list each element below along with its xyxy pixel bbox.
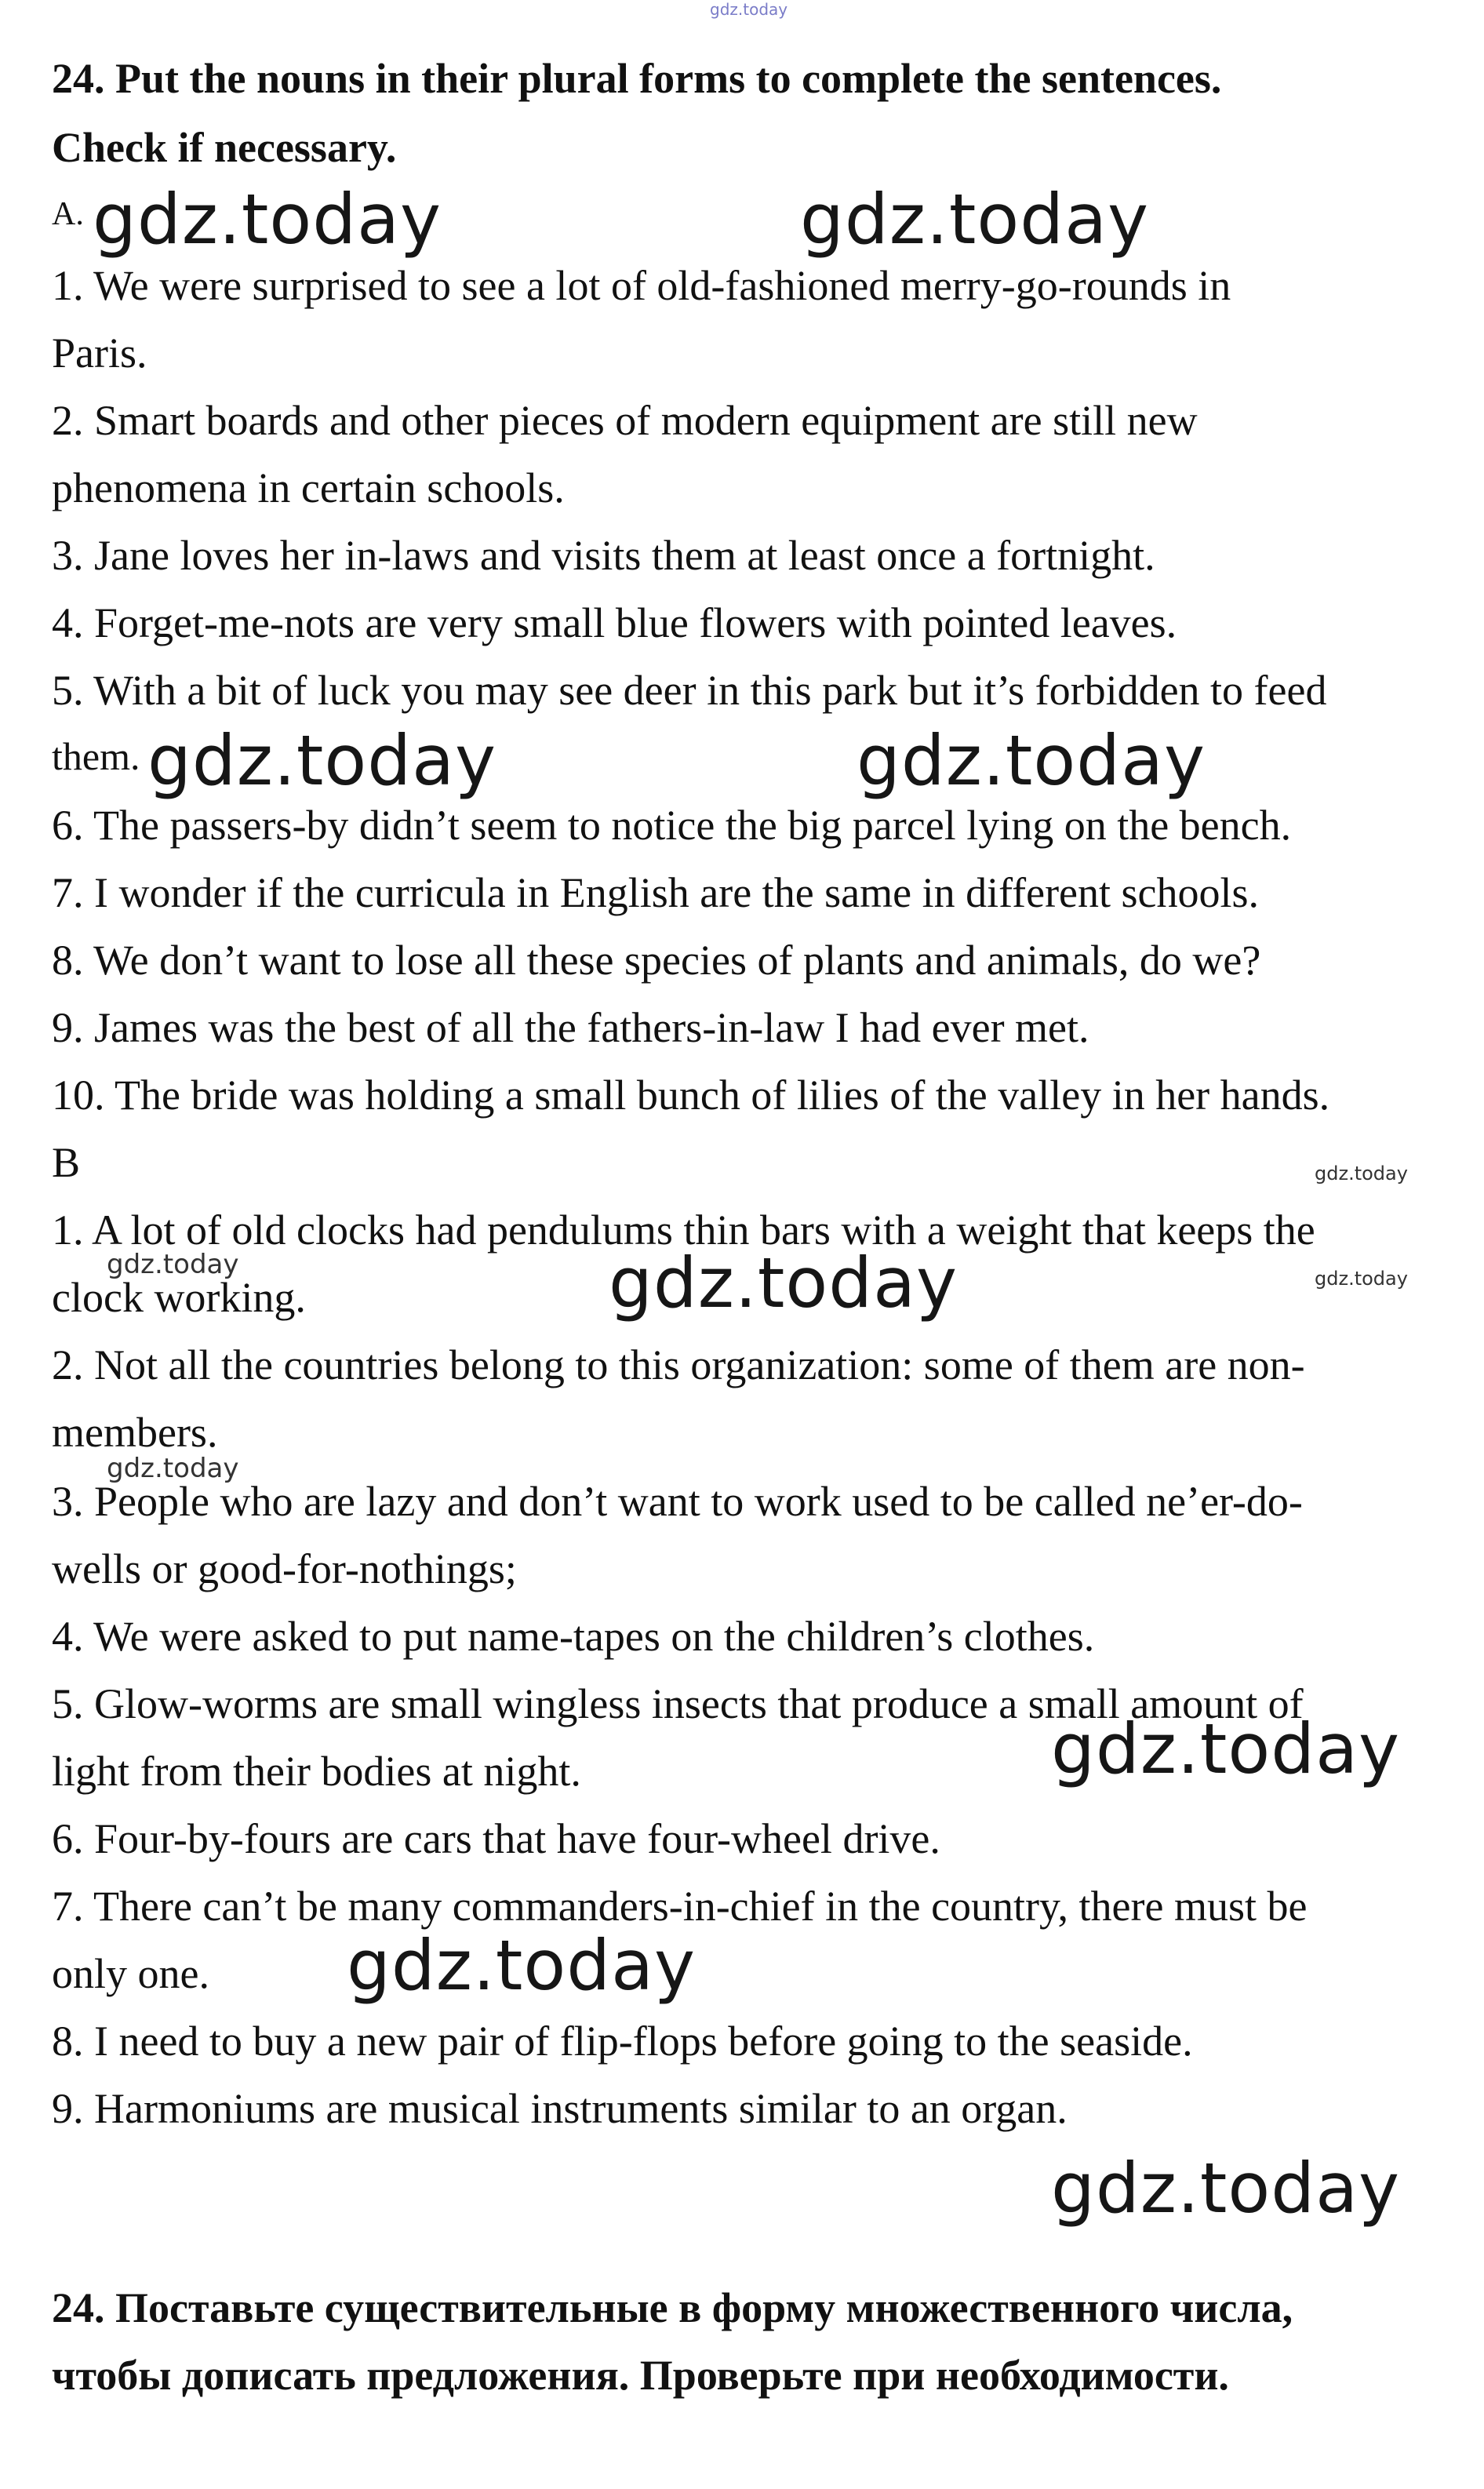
- section-a-item-2-line-1: 2. Smart boards and other pieces of modern equipment are still new: [52, 397, 1198, 444]
- watermark: gdz.today: [347, 1925, 697, 2006]
- watermark: gdz.today: [107, 1453, 239, 1484]
- section-b-item-2-line-1: 2. Not all the countries belong to this organization: some of them are non-: [52, 1341, 1305, 1388]
- section-a-item-4: 4. Forget-me-nots are very small blue flowers with pointed leaves.: [52, 599, 1177, 646]
- watermark: gdz.today: [107, 1249, 239, 1280]
- section-b-item-2-line-2: members.: [52, 1409, 218, 1456]
- section-a-label: A.: [52, 196, 84, 232]
- section-a-item-8: 8. We don’t want to lose all these species of plants and animals, do we?: [52, 937, 1261, 984]
- section-a-item-1-line-1: 1. We were surprised to see a lot of old-fashioned merry-go-rounds in: [52, 262, 1231, 309]
- section-a-item-1-line-2: Paris.: [52, 329, 147, 377]
- section-a-item-5-line-2: them.: [52, 734, 140, 778]
- section-b-item-6: 6. Four-by-fours are cars that have four-wheel drive.: [52, 1815, 940, 1862]
- section-a-item-2-line-2: phenomena in certain schools.: [52, 464, 565, 511]
- section-a-item-3: 3. Jane loves her in-laws and visits them at least once a fortnight.: [52, 532, 1155, 579]
- section-b-item-4: 4. We were asked to put name-tapes on the children’s clothes.: [52, 1613, 1095, 1660]
- watermark: gdz.today: [1051, 1708, 1401, 1789]
- section-a-item-10: 10. The bride was holding a small bunch of lilies of the valley in her hands.: [52, 1072, 1330, 1119]
- exercise-title-line-1: 24. Put the nouns in their plural forms to complete the sentences.: [52, 55, 1222, 102]
- section-a-item-9: 9. James was the best of all the fathers-in-law I had ever met.: [52, 1004, 1089, 1051]
- section-b-item-5-line-2: light from their bodies at night.: [52, 1748, 581, 1795]
- section-b-item-1-line-2: clock working.: [52, 1274, 306, 1321]
- section-a-item-5-line-1: 5. With a bit of luck you may see deer in this park but it’s forbidden to feed: [52, 667, 1327, 714]
- section-b-item-8: 8. I need to buy a new pair of flip-flops before going to the seaside.: [52, 2018, 1193, 2065]
- section-a-item-6: 6. The passers-by didn’t seem to notice the big parcel lying on the bench.: [52, 802, 1292, 849]
- section-b-item-7-line-1: 7. There can’t be many commanders-in-chief in the country, there must be: [52, 1883, 1308, 1930]
- section-b-item-3-line-1: 3. People who are lazy and don’t want to work used to be called ne’er-do-: [52, 1478, 1303, 1525]
- watermark: gdz.today: [1315, 1268, 1408, 1290]
- section-b-item-7-line-2: only one.: [52, 1950, 209, 1997]
- watermark: gdz.today: [800, 179, 1150, 260]
- translation-title-line-2: чтобы дописать предложения. Проверьте при необходимости.: [52, 2352, 1229, 2399]
- watermark: gdz.today: [1051, 2148, 1401, 2229]
- section-a-item-7: 7. I wonder if the curricula in English are the same in different schools.: [52, 869, 1260, 916]
- watermark: gdz.today: [147, 720, 497, 801]
- watermark: gdz.today: [857, 720, 1206, 801]
- section-b-item-9: 9. Harmoniums are musical instruments similar to an organ.: [52, 2085, 1068, 2132]
- watermark-top: gdz.today: [710, 0, 788, 19]
- watermark: gdz.today: [1315, 1163, 1408, 1184]
- watermark: gdz.today: [609, 1243, 958, 1323]
- watermark: gdz.today: [93, 179, 442, 260]
- exercise-title-line-2: Check if necessary.: [52, 124, 397, 171]
- section-b-item-3-line-2: wells or good-for-nothings;: [52, 1545, 517, 1592]
- section-b-item-5-line-1: 5. Glow-worms are small wingless insects that produce a small amount of: [52, 1680, 1304, 1727]
- translation-title-line-1: 24. Поставьте существительные в форму множественного числа,: [52, 2284, 1293, 2331]
- section-b-label: B: [52, 1139, 81, 1186]
- section-b-item-1-line-1: 1. A lot of old clocks had pendulums thin bars with a weight that keeps the: [52, 1206, 1315, 1254]
